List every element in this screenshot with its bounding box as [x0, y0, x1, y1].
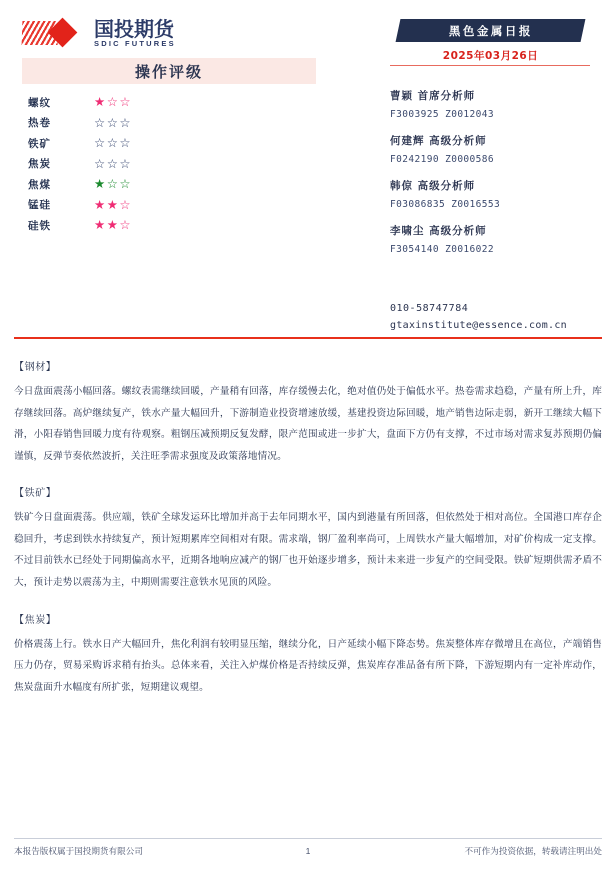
section-body: 今日盘面震荡小幅回落。螺纹表需继续回暖，产量稍有回落，库存缓慢去化，绝对值仍处于偏低水平。热卷需求趋稳，产量有所上升，库存继续回落。高炉继续复产，铁水产量大幅回升，下游制造业投资增速放缓，基建投资边际回暖，地产销售边际走弱，新开工继续大幅下滑，小阳春销售回暖力度有待观察。粗钢压减预期反复发酵，限产范围或进一步扩大，盘面下方仍有支撑，不过市场对需求复苏预期仍偏谨慎，反弹节奏依然波折，关注旺季需求强度及政策落地情况。	[14, 386, 602, 462]
rating-row	[22, 113, 316, 134]
report-header	[0, 0, 615, 340]
logo-text	[94, 16, 176, 49]
report-title-label: 黑色金属日报	[448, 23, 533, 38]
analyst-license: F3054140 Z0016022	[390, 244, 495, 255]
report-date: 2025年03月26日	[442, 50, 539, 62]
footer-divider	[14, 838, 602, 839]
rating-row	[22, 215, 316, 236]
rating-row	[22, 154, 316, 175]
analyst-license: F3003925 Z0012043	[390, 109, 495, 120]
rating-item-label: 焦煤	[28, 178, 51, 191]
rating-panel-title	[22, 58, 316, 84]
logo-name-cn: 国投期货	[94, 16, 174, 41]
rating-row	[22, 195, 316, 216]
analyst-name: 曹颖 首席分析师	[390, 90, 476, 102]
section-steel	[14, 358, 602, 467]
company-logo	[22, 14, 176, 48]
rating-stars: ★★☆	[94, 196, 133, 212]
contact-phone: 010-58747784	[390, 303, 469, 314]
page-footer	[14, 845, 602, 857]
section-iron-ore	[14, 484, 602, 593]
header-divider	[14, 337, 602, 339]
rating-item-label: 焦炭	[28, 158, 51, 171]
logo-mark-icon	[22, 18, 88, 48]
rating-item-label: 铁矿	[28, 137, 51, 150]
rating-item-label: 锰硅	[28, 199, 51, 212]
rating-stars: ★★☆	[94, 217, 133, 232]
section-body: 铁矿今日盘面震荡。供应端，铁矿全球发运环比增加并高于去年同期水平，国内到港量有所回落，但依然处于相对高位。全国港口库存企稳回升，考虑到铁水持续复产，预计短期累库空间相对有限。需求端，钢厂盈利率尚可，上周铁水产量大幅增加，对矿价构成一定支撑。不过目前铁水已经处于同期偏高水平，近期各地响应减产的钢厂也开始逐步增多，预计未来进一步复产的空间受限。铁矿短期供需矛盾不大，预计走势以震荡为主，中期则需要注意铁水见顶的风险。	[14, 512, 602, 589]
rating-panel-title-label: 操作评级	[134, 62, 203, 81]
report-content	[14, 358, 602, 715]
section-coke	[14, 611, 602, 699]
analyst-license: F0242190 Z0000586	[390, 154, 495, 165]
rating-stars: ☆☆☆	[94, 135, 133, 150]
rating-stars: ★☆☆	[94, 176, 133, 191]
analyst-list	[390, 88, 605, 255]
contact-email[interactable]: gtaxinstitute@essence.com.cn	[390, 320, 567, 331]
rating-item-label: 螺纹	[28, 96, 51, 109]
section-title: 【钢材】	[14, 362, 57, 373]
rating-stars: ☆☆☆	[94, 155, 133, 171]
section-title: 【铁矿】	[14, 488, 57, 500]
rating-row	[22, 92, 316, 113]
rating-stars: ★☆☆	[94, 94, 133, 109]
analyst-name: 李啸尘 高级分析师	[390, 225, 487, 237]
footer-page-number: 1	[305, 846, 311, 856]
section-title: 【焦炭】	[14, 614, 57, 626]
footer-disclaimer: 不可作为投资依据，转载请注明出处	[464, 847, 602, 857]
analyst-name: 何建辉 高级分析师	[390, 135, 487, 147]
rating-stars: ☆☆☆	[94, 114, 133, 130]
date-divider	[390, 65, 590, 66]
report-title-banner	[396, 19, 586, 42]
analyst-name: 韩倞 高级分析师	[390, 180, 476, 192]
analyst-license: F03086835 Z0016553	[390, 199, 501, 210]
rating-list	[22, 92, 316, 236]
rating-item-label: 热卷	[28, 117, 51, 130]
rating-item-label: 硅铁	[28, 219, 51, 232]
section-body: 价格震荡上行。铁水日产大幅回升，焦化利润有较明显压缩，继续分化，日产延续小幅下降态势。焦炭整体库存微增且在高位，产端销售压力仍存，贸易采购诉求稍有抬头。总体来看，关注入炉煤价格是否持续反弹，焦炭库存准品备有所下降，下游短期内有一定补库动作，焦炭盘面升水幅度有所扩张，短期建议观望。	[14, 638, 602, 693]
rating-row	[22, 133, 316, 154]
rating-row	[22, 174, 316, 195]
logo-name-en: SDIC FUTURES	[94, 38, 176, 48]
footer-copyright: 本报告版权属于国投期货有限公司	[14, 847, 143, 857]
